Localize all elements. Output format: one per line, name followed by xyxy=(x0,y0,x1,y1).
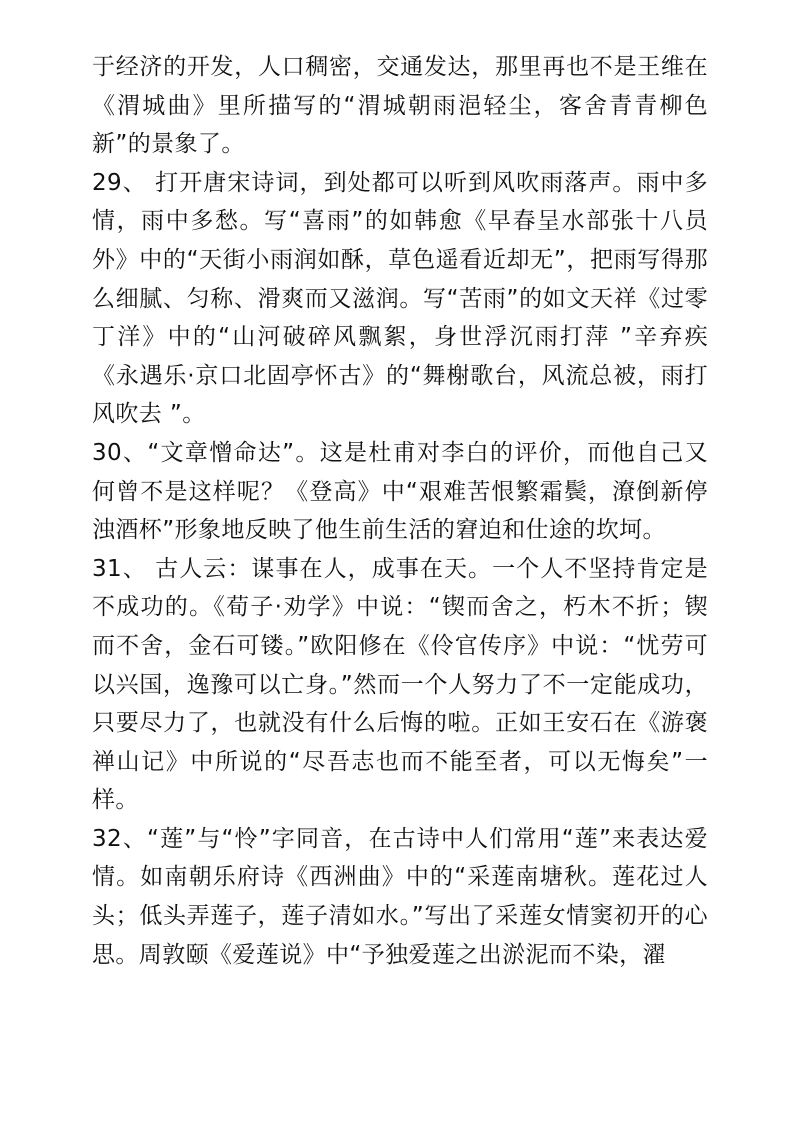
document-page xyxy=(92,48,708,974)
paragraph-item-29: 29、 打开唐宋诗词，到处都可以听到风吹雨落声。雨中多情，雨中多愁。写“喜雨”的如韩愈《早春呈水部张十八员外》中的“天街小雨润如酥，草色遥看近却无”，把雨写得那么细腻、匀称、滑爽而又滋润。写“苦雨”的如文天祥《过零丁洋》中的“山河破碎风飘絮，身世浮沉雨打萍 ”辛弃疾《永遇乐·京口北固亭怀古》的“舞榭歌台，风流总被，雨打风吹去 ”。 xyxy=(92,169,708,428)
paragraph-item-31: 31、 古人云：谋事在人，成事在天。一个人不坚持肯定是不成功的。《荀子·劝学》中说：“锲而舍之，朽木不折；锲而不舍，金石可镂。”欧阳修在《伶官传序》中说：“忧劳可以兴国，逸豫可以亡身。”然而一个人努力了不一定能成功，只要尽力了，也就没有什么后悔的啦。正如王安石在《游褒禅山记》中所说的“尽吾志也而不能至者，可以无悔矣”一样。 xyxy=(92,555,708,814)
paragraph-continuation: 于经济的开发，人口稠密，交通发达，那里再也不是王维在《渭城曲》里所描写的“渭城朝雨浥轻尘，客舍青青柳色新”的景象了。 xyxy=(92,54,708,158)
paragraph-item-30: 30、“文章憎命达”。这是杜甫对李白的评价，而他自己又何曾不是这样呢？《登高》中“艰难苦恨繁霜鬓，潦倒新停浊酒杯”形象地反映了他生前生活的窘迫和仕途的坎坷。 xyxy=(92,439,708,544)
paragraph-item-32: 32、“莲”与“怜”字同音，在古诗中人们常用“莲”来表达爱情。如南朝乐府诗《西洲曲》中的“采莲南塘秋。莲花过人头；低头弄莲子，莲子清如水。”写出了采莲女情窦初开的心思。周敦颐《爱莲说》中“予独爱莲之出淤泥而不染，濯 xyxy=(92,825,708,968)
